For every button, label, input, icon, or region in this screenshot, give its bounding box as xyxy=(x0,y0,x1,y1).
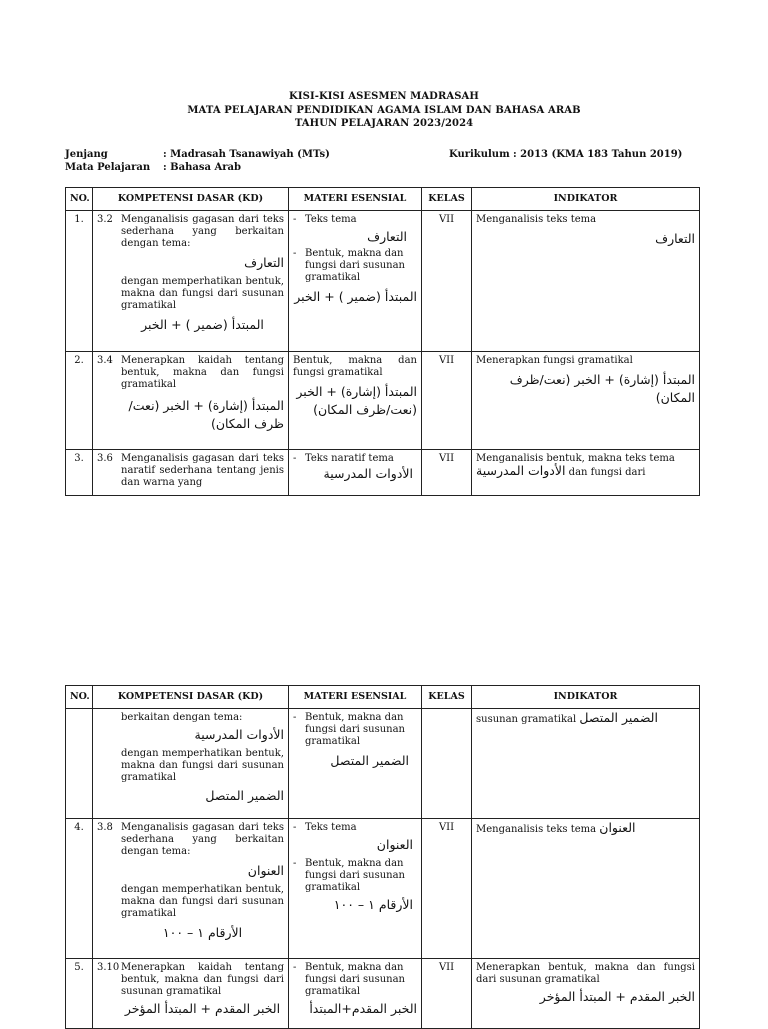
materi-item: Teks tema xyxy=(305,214,357,225)
materi-cell: - Bentuk, makna dan fungsi dari susunan gramatikal الخبر المقدم+المبتدأ xyxy=(289,959,422,1029)
indikator-text: susunan gramatikal xyxy=(476,714,577,725)
row-number: 5. xyxy=(66,959,93,1029)
table-row xyxy=(66,959,700,1029)
kd-text: Menganalisis gagasan dari teks naratif sederhana tentang jenis dan warna yang xyxy=(121,453,284,488)
col-kd: KOMPETENSI DASAR (KD) xyxy=(93,686,289,709)
materi-cell: - Teks tema التعارف - Bentuk, makna dan fungsi dari susunan gramatikal المبتدأ (ضمير ) + الخبر xyxy=(289,211,422,352)
materi-arabic: الأرقام ١ – ١٠٠ xyxy=(333,897,413,912)
header-subject: MATA PELAJARAN PENDIDIKAN AGAMA ISLAM DAN BAHASA ARAB xyxy=(187,104,581,116)
kd-text: berkaitan dengan tema: xyxy=(121,712,243,723)
indikator-text: Menganalisis teks tema xyxy=(476,214,597,225)
materi-cell xyxy=(289,352,422,450)
kd-text: Menganalisis gagasan dari teks sederhana yang berkaitan dengan tema: xyxy=(121,214,284,249)
kd-arabic-theme: الأدوات المدرسية xyxy=(194,727,284,742)
kd-number: 3.4 xyxy=(97,355,113,366)
kurikulum-value: : 2013 (KMA 183 Tahun 2019) xyxy=(513,149,683,160)
materi-item: Teks naratif tema xyxy=(305,453,394,464)
materi-item: Bentuk, makna dan fungsi dari susunan gramatikal xyxy=(305,712,405,747)
materi-cell: - Teks naratif tema الأدوات المدرسية xyxy=(289,450,422,496)
indikator-text-tail: dan fungsi dari xyxy=(568,467,646,478)
materi-item: Bentuk, makna dan fungsi dari susunan gramatikal xyxy=(305,962,405,997)
indikator-cell xyxy=(472,211,700,352)
kd-text-continued: dengan memperhatikan bentuk, makna dan fungsi dari susunan gramatikal xyxy=(121,748,284,783)
mapel-label: Mata Pelajaran xyxy=(65,162,151,173)
col-materi: MATERI ESENSIAL xyxy=(289,686,422,709)
header-title: KISI-KISI ASESMEN MADRASAH xyxy=(289,91,479,102)
jenjang-label: Jenjang xyxy=(65,149,108,160)
materi-arabic: الضمير المتصل xyxy=(330,753,409,768)
materi-item: Bentuk, makna dan fungsi gramatikal xyxy=(293,355,417,378)
table-header-row xyxy=(66,686,700,709)
indikator-text: Menerapkan bentuk, makna dan fungsi dari susunan gramatikal xyxy=(476,962,695,985)
table-header-row xyxy=(66,188,700,211)
indikator-text: Menerapkan fungsi gramatikal xyxy=(476,355,633,366)
kd-arabic-grammar: الأرقام ١ – ١٠٠ xyxy=(162,925,243,940)
indikator-text: Menganalisis bentuk, makna teks tema xyxy=(476,453,675,464)
kd-arabic-grammar: المبتدأ (إشارة) + الخبر (نعت/ظرف المكان) xyxy=(128,398,284,431)
indikator-arabic: الضمير المتصل xyxy=(579,710,658,725)
indikator-arabic: الأدوات المدرسية xyxy=(476,463,566,478)
indikator-cell xyxy=(472,819,700,959)
indikator-cell xyxy=(472,352,700,450)
col-indikator: INDIKATOR xyxy=(472,686,700,709)
kd-text: Menerapkan kaidah tentang bentuk, makna dan fungsi gramatikal xyxy=(121,355,284,390)
col-no: NO. xyxy=(66,686,93,709)
kisi-table-page1 xyxy=(65,187,700,496)
materi-arabic: الخبر المقدم+المبتدأ xyxy=(309,1001,417,1016)
materi-cell: - Bentuk, makna dan fungsi dari susunan gramatikal الضمير المتصل xyxy=(289,709,422,819)
kd-arabic-grammar: الضمير المتصل xyxy=(205,788,284,803)
materi-arabic: المبتدأ (إشارة) + الخبر (نعت/ظرف المكان) xyxy=(296,384,417,417)
kd-text-continued: dengan memperhatikan bentuk, makna dan fungsi dari susunan gramatikal xyxy=(121,884,284,919)
col-indikator: INDIKATOR xyxy=(472,188,700,211)
table-row xyxy=(66,819,700,959)
materi-item: Bentuk, makna dan fungsi dari susunan gramatikal xyxy=(305,858,405,893)
materi-arabic: المبتدأ (ضمير ) + الخبر xyxy=(294,289,417,304)
kd-arabic-grammar: المبتدأ (ضمير ) + الخبر xyxy=(141,317,264,332)
kd-cell xyxy=(93,211,289,352)
table-row xyxy=(66,211,700,352)
header-year: TAHUN PELAJARAN 2023/2024 xyxy=(294,118,474,129)
row-number: 2. xyxy=(66,352,93,450)
kd-number: 3.2 xyxy=(97,214,113,225)
kd-number: 3.8 xyxy=(97,822,113,833)
kelas-cell: VII xyxy=(422,450,472,496)
table-row xyxy=(66,352,700,450)
row-number: 3. xyxy=(66,450,93,496)
kd-cell xyxy=(93,450,289,496)
kd-cell xyxy=(93,819,289,959)
kd-cell xyxy=(93,352,289,450)
kd-cell xyxy=(93,709,289,819)
indikator-arabic: الخبر المقدم + المبتدأ المؤخر xyxy=(539,989,695,1004)
col-kelas: KELAS xyxy=(422,686,472,709)
kd-arabic-grammar: الخبر المقدم + المبتدأ المؤخر xyxy=(124,1001,281,1016)
kisi-table-page2 xyxy=(65,685,700,1029)
indikator-cell xyxy=(472,450,700,496)
document-header xyxy=(0,90,768,131)
kelas-cell: VII xyxy=(422,352,472,450)
materi-item: Bentuk, makna dan fungsi dari susunan gramatikal xyxy=(305,248,405,283)
kd-text-continued: dengan memperhatikan bentuk, makna dan fungsi dari susunan gramatikal xyxy=(121,276,284,311)
kd-text: Menganalisis gagasan dari teks sederhana yang berkaitan dengan tema: xyxy=(121,822,284,857)
kd-number: 3.10 xyxy=(97,962,120,973)
materi-arabic: الأدوات المدرسية xyxy=(323,466,413,481)
kd-number: 3.6 xyxy=(97,453,113,464)
kd-arabic-theme: العنوان xyxy=(247,863,284,878)
materi-cell: - Teks tema العنوان - Bentuk, makna dan fungsi dari susunan gramatikal الأرقام ١ – ١٠٠ xyxy=(289,819,422,959)
col-materi: MATERI ESENSIAL xyxy=(289,188,422,211)
kd-cell xyxy=(93,959,289,1029)
mapel-value: : Bahasa Arab xyxy=(163,162,241,173)
row-number: 4. xyxy=(66,819,93,959)
indikator-text: Menganalisis teks tema xyxy=(476,824,597,835)
kelas-cell: VII xyxy=(422,211,472,352)
indikator-arabic: العنوان xyxy=(599,820,636,835)
table-row xyxy=(66,709,700,819)
kelas-cell: VII xyxy=(422,819,472,959)
indikator-arabic: التعارف xyxy=(655,231,695,246)
indikator-cell xyxy=(472,709,700,819)
indikator-cell xyxy=(472,959,700,1029)
kd-arabic-theme: التعارف xyxy=(244,255,284,270)
jenjang-value: : Madrasah Tsanawiyah (MTs) xyxy=(163,149,330,160)
col-no: NO. xyxy=(66,188,93,211)
col-kd: KOMPETENSI DASAR (KD) xyxy=(93,188,289,211)
kurikulum-label: Kurikulum xyxy=(449,149,510,160)
table-row xyxy=(66,450,700,496)
kelas-cell: VII xyxy=(422,959,472,1029)
materi-arabic: العنوان xyxy=(376,837,413,852)
kd-text: Menerapkan kaidah tentang bentuk, makna dan fungsi dari susunan gramatikal xyxy=(121,962,284,997)
col-kelas: KELAS xyxy=(422,188,472,211)
materi-item: Teks tema xyxy=(305,822,357,833)
indikator-arabic: المبتدأ (إشارة) + الخبر (نعت/ظرف المكان) xyxy=(509,372,695,405)
row-number: 1. xyxy=(66,211,93,352)
materi-arabic: التعارف xyxy=(367,229,407,244)
